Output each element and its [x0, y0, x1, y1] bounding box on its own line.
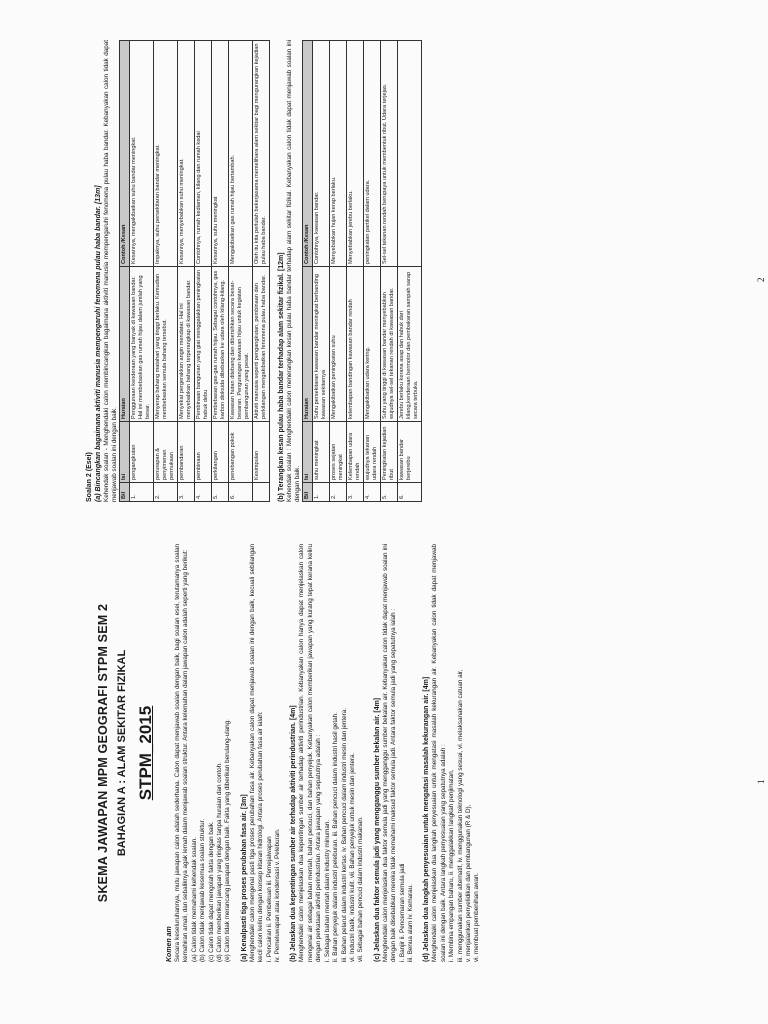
table-row — [313, 41, 330, 502]
cell-bil: 6. — [398, 483, 422, 502]
document-year: STPM_2015 — [136, 705, 155, 801]
table-row — [212, 41, 229, 502]
page-number: 1 — [756, 779, 766, 784]
cell-bil: 4. — [364, 483, 381, 502]
header-bil: Bil — [120, 483, 130, 502]
question-d-list-item: vi. membuat pembenihan awan. — [473, 872, 481, 962]
question-2b-title: (b) Terangkan kesan pulau haba bandar terhadap alam sekitar fizikal. [12m] — [278, 252, 285, 502]
cell-huraian: Pembebasan gas-gas rumah hijau. Sebagai contohnya, gas karbon dioksida dibebaskan ke udara oleh kilang-kilang. — [212, 267, 229, 422]
header-huraian: Huraian — [303, 267, 313, 422]
komen-heading: Komen am — [166, 926, 173, 962]
document-subtitle: BAHAGIAN A : ALAM SEKITAR FIZIKAL — [116, 649, 128, 857]
answer-table-2b — [302, 40, 422, 502]
cell-isi: kawasan bandar berjerebu — [398, 422, 422, 483]
cell-contoh — [398, 41, 422, 267]
cell-isi: perkilangan — [212, 422, 229, 483]
cell-contoh: Sel-sel tekanan rendah berupaya untuk membentuk ribut. Udara terjejas. — [381, 41, 398, 267]
cell-huraian: Jerebu berlaku kerana asap dan habuk dari kilang,kenderaan bermotor dan pembakaran sampah sarap secara terbuka. — [398, 267, 422, 422]
komen-text: Secara keseluruhannya, mutu jawapan calon adalah sederhana. Calon dapat menjawab soalan dengan baik, bagi soalan esei, terutamanya soalan kemahiran amali, dan sebaliknya agak lemah dalam menjawab soalan struktur. Antara kelemahan dalam jawapan calon adalah seperti yang berikut: — [174, 544, 190, 962]
cell-isi: suhu meningkat — [313, 422, 330, 483]
cell-isi: proses sejatan meningkat — [330, 422, 347, 483]
question-a-text: Menghendaki calon mengenal pasti tiga proses perubahan fasa air. Kebanyakan calon dapat menjawab soalan ini dengan baik, kecuali sebilangan kecil calon keliru dengan konsep kitaran hidrologi. Antara proses perubahan fasa air ialah: — [248, 544, 265, 962]
cell-bil — [253, 483, 270, 502]
cell-isi: Kelembapan udara rendah — [347, 422, 364, 483]
header-isi: Isi — [120, 422, 130, 483]
komen-list-item: (d) Calon memberikan jawapan yang ringkas tanpa huraian dan contoh. — [216, 762, 224, 962]
cell-bil: 1. — [313, 483, 330, 502]
cell-contoh: Impaknya, suhu persekitaran bandar meningkat. — [154, 41, 178, 267]
cell-isi: pembandaran — [178, 422, 195, 483]
question-d-title: (d) Jelaskan dua langkah penyesuaian untuk mengatasi masalah kekurangan air. [4m] — [423, 676, 431, 962]
header-bil: Bil — [303, 483, 313, 502]
table-row — [330, 41, 347, 502]
cell-contoh: Oleh itu kita perlulah bekerjasama memelihara alam sekitar bagi mengurangkan kejadian pulau haba bandar. — [253, 41, 270, 267]
table-row — [364, 41, 381, 502]
table-row — [229, 41, 253, 502]
cell-huraian: Pembinaan bangunan yang giat menggalakkan peningkatan habuk debu — [195, 267, 212, 422]
cell-huraian: Kawasan hutan ditebang dan dibersihkan secara besar-besaran. Pengurangan kawasan hijau untuk kegiatan pembangunan yang pesat. — [229, 267, 253, 422]
question-c-list-item: iii. Benua alam iv. Kemarau. — [406, 884, 414, 962]
page-number: 2 — [756, 277, 766, 282]
cell-bil: 6. — [229, 483, 253, 502]
cell-huraian: Mengakibatkan udara kering. — [364, 267, 381, 422]
table-row — [381, 41, 398, 502]
question-c-list-item: i. Banjir ii. Pencemaran semula jadi — [398, 863, 406, 962]
cell-bil: 2. — [330, 483, 347, 502]
komen-list-item: (b) Calon tidak menjawab kesemua soalan struktur. — [199, 818, 207, 962]
question-b-title: (b) Jelaskan dua kepentingan sumber air terhadap aktiviti perindustrian. [4m] — [290, 705, 298, 962]
question-a-list-item: iv. Pemeluwapan atau kondensasi v. Peleburan. — [274, 828, 282, 962]
cell-bil: 5. — [381, 483, 398, 502]
question-c-title: (c) Jelaskan dua faktor semula jadi yang mengganggu sumber bekalan air. [4m] — [373, 697, 381, 962]
cell-contoh: Mengakibatkan gas rumah hijau bertambah. — [229, 41, 253, 267]
question-2b-kehendak: Kehendak soalan : Menghendaki calon menerangkan kesan pulau haba bandar terhadap alam sekitar fizikal. Kebanyakan calon tidak dapat menjawab soalan ini dengan baik. — [286, 40, 301, 502]
question-b-list-item: vi. Industri batik, industri kulit. vii. Bahan penyejuk untuk mesin dan jentera. — [348, 752, 356, 962]
question-b-list-item: iii. Bahan pelarut dalam industri kertas. iv. Bahan pencuci dalam industri mesin dan jentera. — [340, 708, 348, 962]
table-header-row — [303, 41, 313, 502]
question-b-list-item: ii. Bahan penyejuk dalam industri peleburan. iii. Bahan pencuci dalam industri hasil getah. — [332, 712, 340, 962]
cell-contoh: Kesannya, menyebabkan suhu meningkat. — [178, 41, 195, 267]
question-b-list-item: vii. Sebagai bahan pencuci dalam industri makanan. — [357, 816, 365, 962]
cell-contoh: Menyebabkan jerebu berlaku. — [347, 41, 364, 267]
cell-contoh: Kesannya, mengakibatkan suhu bandar meningkat. — [130, 41, 154, 267]
table-row — [154, 41, 178, 502]
header-huraian: Huraian — [120, 267, 130, 422]
question-a-title: (a) Kenalpasti tiga proses perubahan fasa air. [3m] — [240, 794, 248, 962]
document-title: SKEMA JAWAPAN MPM GEOGRAFI STPM SEM 2 — [96, 603, 110, 903]
cell-huraian: Mengakibatkan peningkatan suhu — [330, 267, 347, 422]
cell-bil: 1. — [130, 483, 154, 502]
cell-contoh: peningkatan partikel dalam udara. — [364, 41, 381, 267]
cell-isi: pembinaan — [195, 422, 212, 483]
cell-isi: Kesimpulan — [253, 422, 270, 483]
cell-huraian: Menyekat pergerakkan angin mendatar. Hal ini menyebabkan bahang terperangkap di kawasan bandar. — [178, 267, 195, 422]
cell-bil: 5. — [212, 483, 229, 502]
header-contoh: Contoh /Kesan — [120, 41, 130, 267]
table-row — [347, 41, 364, 502]
cell-contoh: Kesannya, suhu meningkat — [212, 41, 229, 267]
answer-table-2a — [119, 40, 270, 502]
question-2a-title: (a) Bincangkan bagaimana aktiviti manusia mempengaruhi fenomena pulau haba bandar. [13m] — [95, 185, 102, 502]
cell-isi: pengangkutan — [130, 422, 154, 483]
soalan-label: Soalan 2 (Esei) — [86, 452, 93, 502]
cell-bil: 2. — [154, 483, 178, 502]
question-a-list-item: i. Pencairan ii. Pembekuan iii. Pemejalwapan — [265, 836, 273, 962]
cell-huraian: Suhu persekitaran kawasan bandar meningkat berbanding kawasan sekitarnya — [313, 267, 330, 422]
page-1 — [0, 524, 768, 1024]
table-row — [398, 41, 422, 502]
komen-list-item: (c) Calon tidak dapat mengolah fakta dengan baik. — [207, 821, 215, 962]
cell-isi: Peningkatan kejadian ribut — [381, 422, 398, 483]
cell-huraian: Aktiviti manusia seperti pengangkutan, pembinaan dan perkilangan mengakibatkan fenomena pulau haba bandar. — [253, 267, 270, 422]
cell-contoh: Contohnya, rumah kediaman, kilang dan rumah kedai — [195, 41, 212, 267]
question-d-list-item: iii. menggunakan sumber alternatif, iv. menggunakan teknologi yang sesuai, vi. melaksanakan catuan air, — [456, 669, 464, 962]
cell-huraian: kelembapan bandingan kawasan bandar rendah — [347, 267, 364, 422]
question-d-text: Menghendaki calon menjelaskan dua langkah penyesuaian untuk mengatasi masalah kekurangan air. Kebanyakan calon tidak dapat menjawab soalan ini dengan baik. Antara langkah penyesuaian yang sepatutnya adalah : — [431, 544, 447, 962]
table-row — [130, 41, 154, 502]
cell-bil: 4. — [195, 483, 212, 502]
table-row — [253, 41, 270, 502]
komen-list-item: (e) Calon tidak merancang jawapan dengan baik. Fakta yang diberikan berulang-ulang. — [224, 719, 232, 962]
header-isi: Isi — [303, 422, 313, 483]
table-header-row — [120, 41, 130, 502]
cell-bil: 3. — [347, 483, 364, 502]
question-c-text: Menghendaki calon menjelaskan dua faktor semula jadi yang mengganggu sumber bekalan air. Kebanyakan calon tidak dapat menjawab soalan ini dengan baik disebabkan mereka tidak memahami maksud faktor semula jadi. Antara faktor semula jadi yang sepatutnya ialah : — [381, 544, 398, 962]
cell-contoh: Contohnya, kawasan bandar. — [313, 41, 330, 267]
question-b-list-item: i. Sebagai bahan mentah dalam industry minuman. — [323, 819, 331, 962]
cell-isi: penurapan & penyimenan permukaan — [154, 422, 178, 483]
question-d-list-item: v. menjalankan penyelidikan dan pembangunan (R & D), — [464, 804, 472, 962]
cell-huraian: Penggunaan kenderaan yang banyak di kawasan bandar. Hal ini membebaskan gas rumah hijau dalam jumlah yang besar. — [130, 267, 154, 422]
cell-huraian: Suhu yang tinggi di kawasan bandar menyebabkan wujudnya sel-sel tekanan rendah di kawasan bandar. — [381, 267, 398, 422]
komen-list-item: (a) Calon tidak memahami kehendak soalan. — [190, 837, 198, 962]
header-contoh: Contoh /Kesan — [303, 41, 313, 267]
cell-isi: penebangan pokok — [229, 422, 253, 483]
question-2a-kehendak: Kehendak soalan - Menghendaki calon membincangkan bagaimana aktiviti manusia mempengaruhi fenomena pulau haba bandar. Kebanyakan calon tidak dapat menjawab soalan ini dengan baik. — [103, 40, 118, 502]
cell-contoh: Menyebabkan hujan kerap berlaku. — [330, 41, 347, 267]
cell-bil: 3. — [178, 483, 195, 502]
table-row — [195, 41, 212, 502]
cell-isi: wujudnya tekanan udara rendah — [364, 422, 381, 483]
table-row — [178, 41, 195, 502]
question-b-text: Menghendaki calon menjelaskan dua kepentingan sumber air terhadap aktiviti perindustrian. Kebanyakan calon hanya dapat menjelaskan calon mengenai air sebagai bahan mentah, bahan pencuci, dan bahan penyejuk. Kebanyakan calon memberikan jawapan yang kurang tepat kerana keliru dengan perkataan aktiviti perindustrian. Antara jawapan yang sepatutnya adalah : — [298, 544, 323, 962]
cell-huraian: Menyerap bahang matahari yang tinggi berlaku. Kemudian membebaskan semula bahang tersebut. — [154, 267, 178, 422]
question-d-list-item: i. Membina empangan baharu, ii. menggalakkan langkah penjimatan, — [448, 769, 456, 962]
